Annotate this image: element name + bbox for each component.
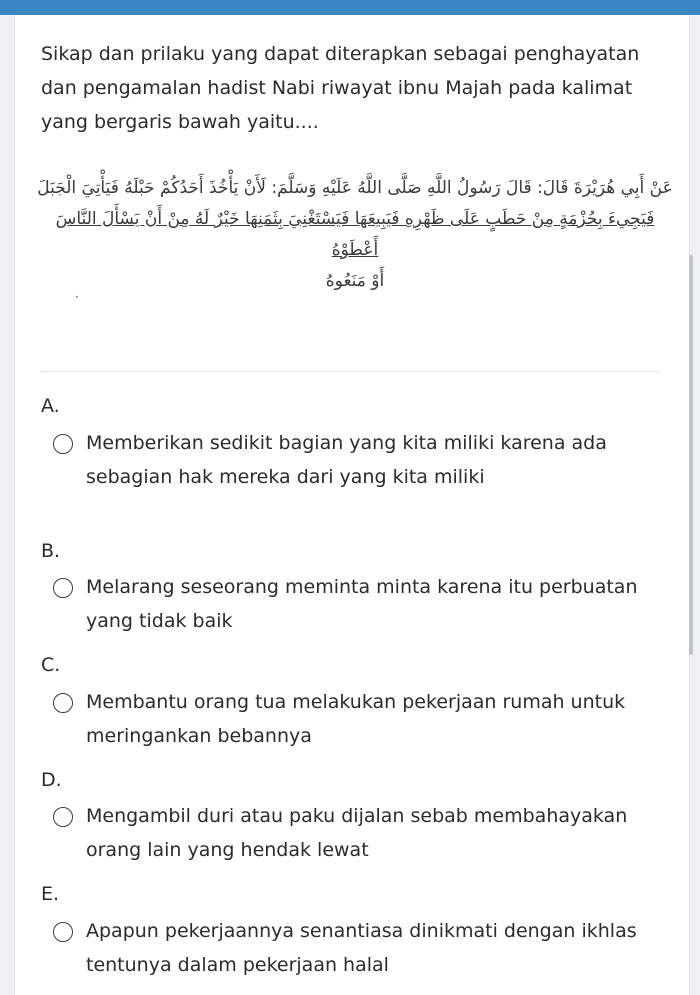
option-b-text[interactable]: Melarang seseorang meminta minta karena itu perbuatan yang tidak baik — [86, 576, 638, 632]
dot-mark: · — [75, 290, 79, 304]
option-c-text[interactable]: Membantu orang tua melakukan pekerjaan rumah untuk meringankan bebannya — [86, 691, 626, 747]
option-e-radio[interactable] — [53, 922, 73, 942]
scrollbar[interactable] — [689, 255, 693, 655]
option-e-letter: E. — [41, 883, 60, 905]
hadith-line-2-underlined: فَيَجِيءَ بِحُزْمَةٍ مِنْ حَطَبٍ عَلَى ظَهْرِهِ فَيَبِيعَهَا فَيَسْتَغْنِيَ بِثَمَنِهَا خَيْرٌ لَهُ مِنْ أَنْ يَسْأَلَ النَّاسَ أَعْطَوْهُ — [55, 209, 655, 260]
hadith-line-1: عَنْ أَبِي هُرَيْرَةَ قَالَ: قَالَ رَسُولُ اللَّهِ صَلَّى اللَّهُ عَلَيْهِ وَسَلَّمَ: لَأَنْ يَأْخُذَ أَحَدُكُمْ حَبْلَهُ فَيَأْتِيَ الْجَبَلَ — [37, 178, 673, 198]
question-text: Sikap dan prilaku yang dapat diterapkan sebagai penghayatan dan pengamalan hadist Nabi riwayat ibnu Majah pada kalimat yang bergaris bawah yaitu.... — [41, 43, 640, 133]
option-d-letter: D. — [41, 769, 62, 791]
divider — [41, 371, 661, 372]
option-a-text[interactable]: Memberikan sedikit bagian yang kita miliki karena ada sebagian hak mereka dari yang kita miliki — [86, 432, 607, 488]
option-b-letter: B. — [41, 540, 61, 562]
option-a-radio[interactable] — [53, 434, 73, 454]
option-c-letter: C. — [41, 654, 61, 676]
option-b-radio[interactable] — [53, 578, 73, 598]
option-d-radio[interactable] — [53, 807, 73, 827]
hadith-arabic-text — [35, 173, 675, 297]
option-e-text[interactable]: Apapun pekerjaannya senantiasa dinikmati dengan ikhlas tentunya dalam pekerjaan halal — [86, 920, 637, 976]
hadith-line-3: أَوْ مَنَعُوهُ — [325, 271, 385, 291]
top-accent-bar — [0, 0, 700, 15]
option-a-letter: A. — [41, 395, 60, 417]
question-card — [14, 15, 690, 995]
option-c-radio[interactable] — [53, 693, 73, 713]
option-d-text[interactable]: Mengambil duri atau paku dijalan sebab membahayakan orang lain yang hendak lewat — [86, 805, 628, 861]
